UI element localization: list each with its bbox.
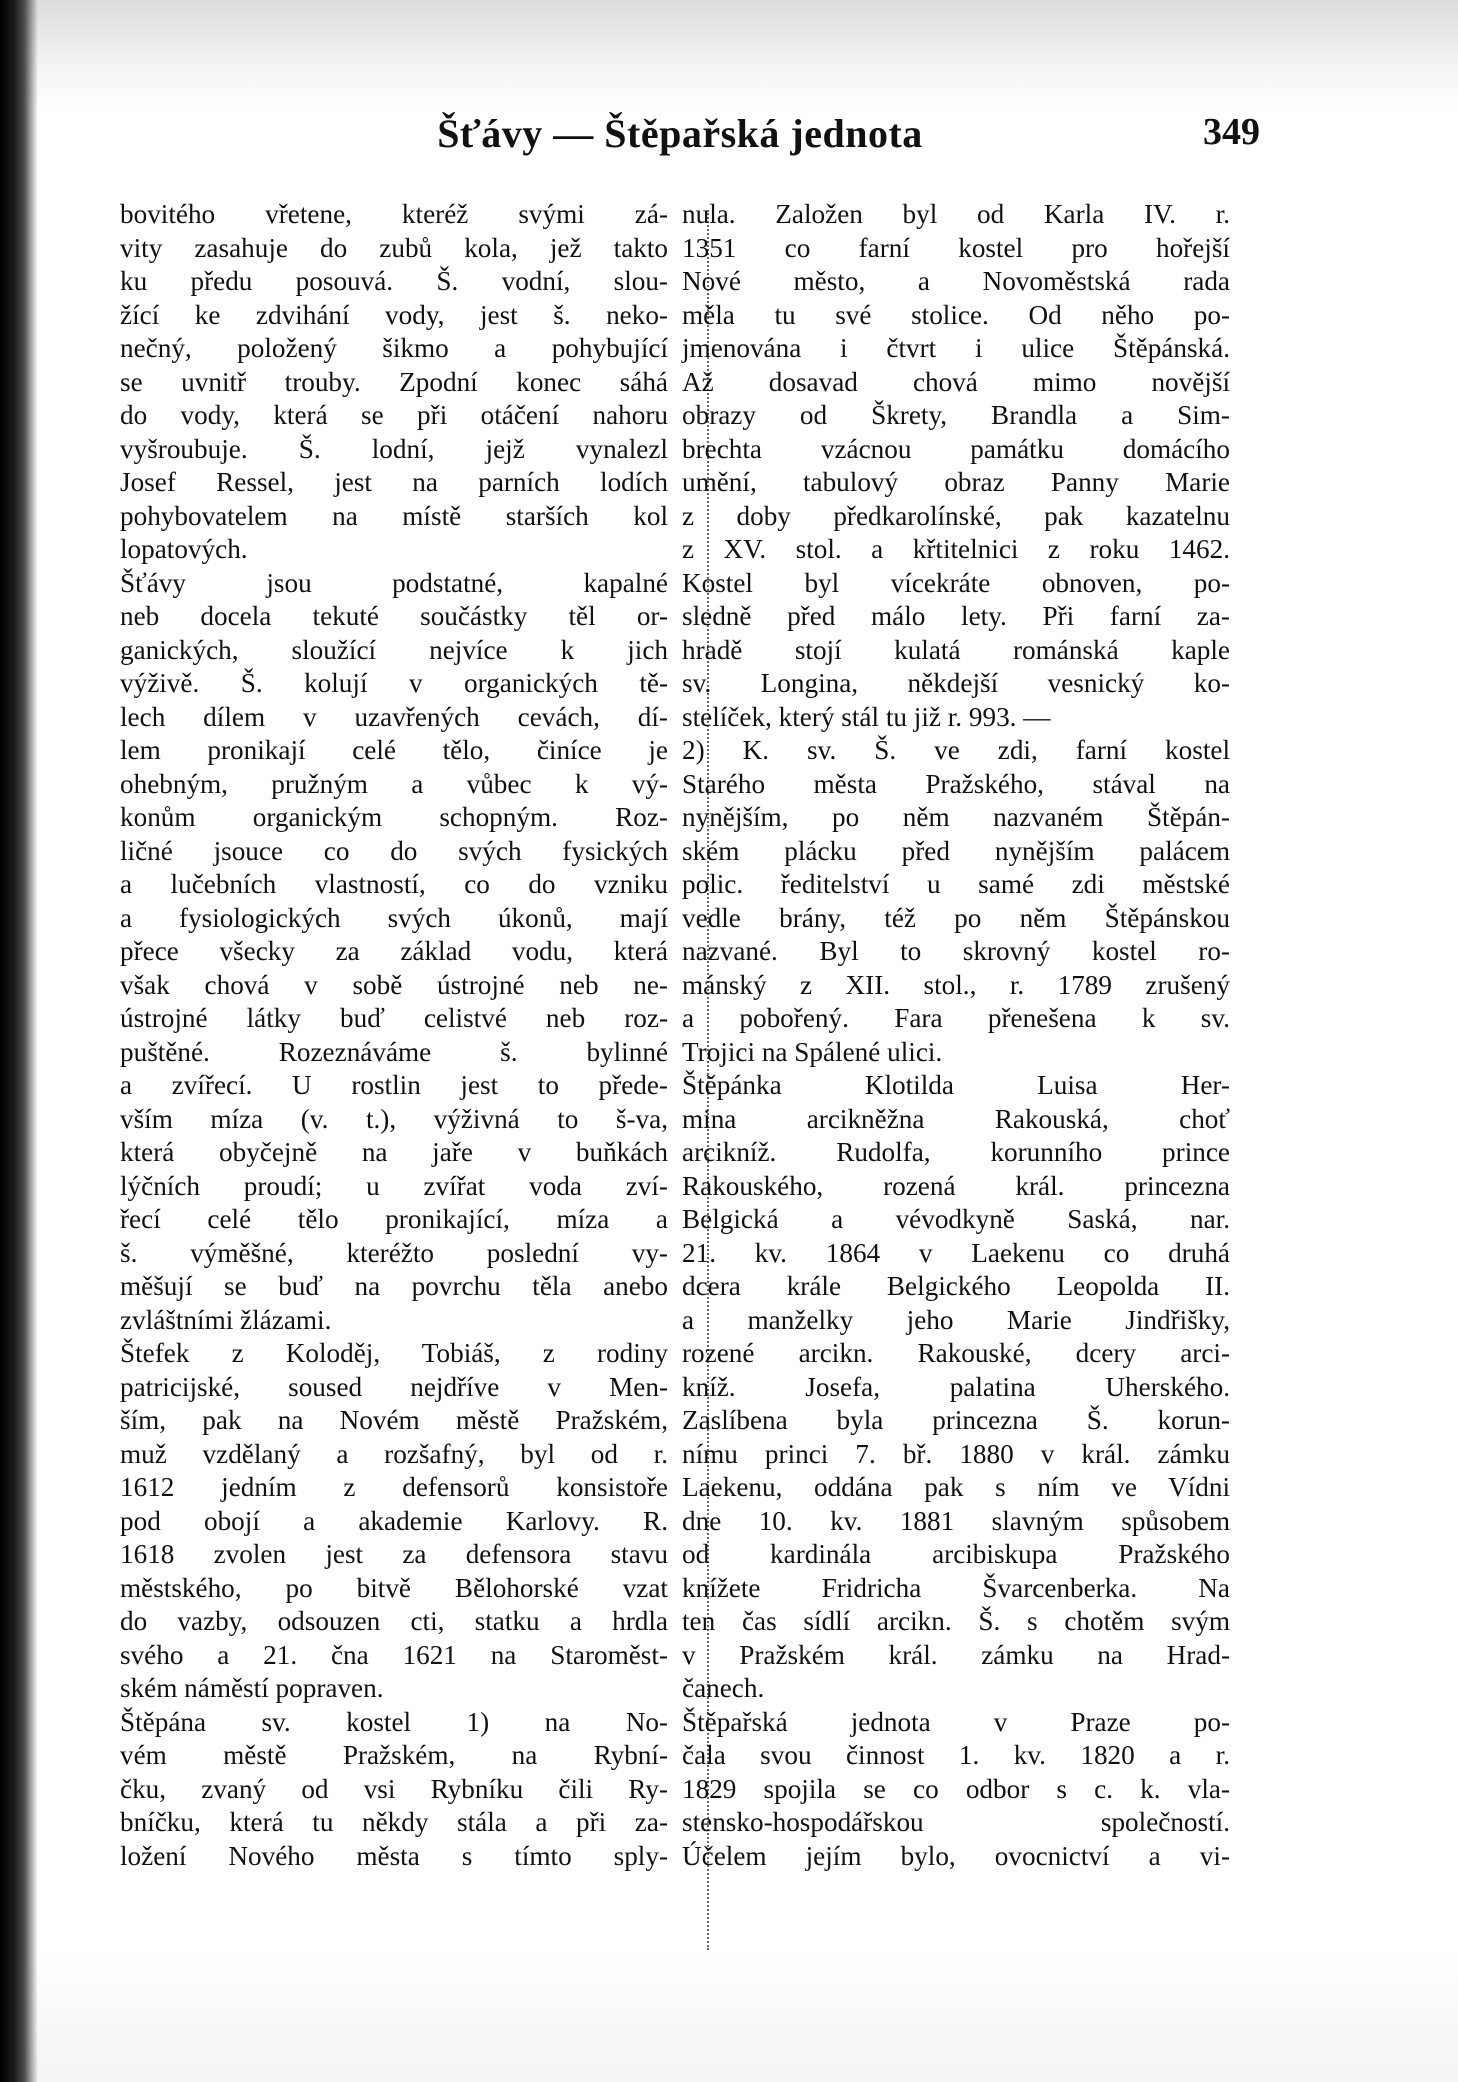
text-line: nazvané. Byl to skrovný kostel ro- xyxy=(682,936,1230,966)
text-line: sv. Longina, někdejší vesnický ko- xyxy=(682,668,1230,698)
text-line: Starého města Pražského, stával na xyxy=(682,768,1230,799)
text-line: umění, tabulový obraz Panny Marie xyxy=(682,467,1230,497)
text-line: však chová v sobě ústrojné neb ne- xyxy=(120,969,668,1000)
text-line: Štěpána sv. kostel 1) na No- xyxy=(120,1706,668,1737)
text-line: knížete Fridricha Švarcenberka. Na xyxy=(682,1572,1230,1603)
text-line: ten čas sídlí arcikn. Š. s chotěm svým xyxy=(682,1606,1230,1636)
text-line: puštěné. Rozeznáváme š. bylinné xyxy=(120,1036,668,1067)
text-line: Až dosavad chová mimo novější xyxy=(682,366,1230,397)
text-line: žící ke zdvihání vody, jest š. neko- xyxy=(120,299,668,330)
text-line: svého a 21. čna 1621 na Staroměst- xyxy=(120,1639,668,1670)
text-line: Štěpánka Klotilda Luisa Her- xyxy=(682,1070,1230,1100)
text-line: ganických, sloužící nejvíce k jich xyxy=(120,634,668,665)
text-line: polic. ředitelství u samé zdi městské xyxy=(682,869,1230,899)
text-line: výživě. Š. kolují v organických tě- xyxy=(120,668,668,698)
text-line: pohybovatelem na místě starších kol xyxy=(120,500,668,531)
text-line: ším, pak na Novém městě Pražském, xyxy=(120,1405,668,1435)
text-line: ském náměstí popraven. xyxy=(120,1673,384,1703)
text-line: v Pražském král. zámku na Hrad- xyxy=(682,1639,1230,1670)
text-line: bovitého vřetene, kteréž svými zá- xyxy=(120,199,668,229)
right-column xyxy=(682,198,1230,1873)
text-line: měšují se buď na povrchu těla anebo xyxy=(120,1271,668,1301)
text-line: a manželky jeho Marie Jindřišky, xyxy=(682,1304,1230,1335)
text-line: brechta vzácnou památku domácího xyxy=(682,433,1230,464)
text-line: od kardinála arcibiskupa Pražského xyxy=(682,1539,1230,1569)
text-line: a lučebních vlastností, co do vzniku xyxy=(120,869,668,899)
text-line: Belgická a vévodkyně Saská, nar. xyxy=(682,1204,1230,1234)
text-line: Laekenu, oddána pak s ním ve Vídni xyxy=(682,1472,1230,1502)
text-line: 1612 jedním z defensorů konsistoře xyxy=(120,1472,668,1502)
text-line: 1618 zvolen jest za defensora stavu xyxy=(120,1539,668,1569)
text-line: čala svou činnost 1. kv. 1820 a r. xyxy=(682,1740,1230,1770)
text-line: sledně před málo lety. Při farní za- xyxy=(682,601,1230,631)
text-line: stelíček, který stál tu již r. 993. — xyxy=(682,701,1051,732)
text-line: lopatových. xyxy=(120,534,248,564)
text-line: zvláštními žlázami. xyxy=(120,1304,332,1335)
text-line: nečný, položený šikmo a pohybující xyxy=(120,333,668,363)
text-line: do vazby, odsouzen cti, statku a hrdla xyxy=(120,1606,668,1636)
running-title: Šťávy — Štěpařská jednota xyxy=(437,111,923,156)
text-line: Rakouského, rozená král. princezna xyxy=(682,1170,1230,1201)
text-line: ličné jsouce co do svých fysických xyxy=(120,835,668,866)
text-line: Zaslíbena byla princezna Š. korun- xyxy=(682,1405,1230,1435)
text-line: vedle brány, též po něm Štěpánskou xyxy=(682,902,1230,933)
text-line: nímu princi 7. bř. 1880 v král. zámku xyxy=(682,1438,1230,1469)
text-line: dcera krále Belgického Leopolda II. xyxy=(682,1271,1230,1301)
text-line: nynějším, po něm nazvaném Štěpán- xyxy=(682,802,1230,832)
text-line: hradě stojí kulatá románská kaple xyxy=(682,634,1230,665)
page-number: 349 xyxy=(1203,111,1260,153)
text-line: vity zasahuje do zubů kola, jež takto xyxy=(120,232,668,263)
text-line: čku, zvaný od vsi Rybníku čili Ry- xyxy=(120,1773,668,1804)
text-line: Šťávy jsou podstatné, kapalné xyxy=(120,567,668,598)
text-line: vyšroubuje. Š. lodní, jejž vynalezl xyxy=(120,433,668,464)
text-line: muž vzdělaný a rozšafný, byl od r. xyxy=(120,1438,668,1469)
text-line: jmenována i čtvrt i ulice Štěpánská. xyxy=(682,333,1230,363)
text-line: která obyčejně na jaře v buňkách xyxy=(120,1137,668,1167)
text-line: a zvířecí. U rostlin jest to přede- xyxy=(120,1070,668,1100)
text-line: neb docela tekuté součástky těl or- xyxy=(120,601,668,631)
scan-edge-shadow xyxy=(0,0,38,2082)
text-line: 1351 co farní kostel pro hořejší xyxy=(682,232,1230,263)
text-line: Josef Ressel, jest na parních lodích xyxy=(120,467,668,497)
text-line: ku předu posouvá. Š. vodní, slou- xyxy=(120,266,668,296)
text-line: lech dílem v uzavřených cevách, dí- xyxy=(120,701,668,732)
text-line: se uvnitř trouby. Zpodní konec sáhá xyxy=(120,366,668,397)
text-line: ohebným, pružným a vůbec k vý- xyxy=(120,768,668,799)
text-line: městského, po bitvě Bělohorské vzat xyxy=(120,1572,668,1603)
text-line: konům organickým schopným. Roz- xyxy=(120,802,668,832)
text-line: 21. kv. 1864 v Laekenu co druhá xyxy=(682,1237,1230,1268)
text-line: vém městě Pražském, na Rybní- xyxy=(120,1740,668,1770)
text-line: Štěpařská jednota v Praze po- xyxy=(682,1706,1230,1737)
text-line: 1829 spojila se co odbor s c. k. vla- xyxy=(682,1773,1230,1804)
text-line: do vody, která se při otáčení nahoru xyxy=(120,400,668,430)
text-line: Účelem jejím bylo, ovocnictví a vi- xyxy=(682,1840,1230,1871)
text-line: bníčku, která tu někdy stála a při za- xyxy=(120,1807,668,1837)
text-line: lýčních proudí; u zvířat voda zví- xyxy=(120,1170,668,1201)
text-line: řecí celé tělo pronikající, míza a xyxy=(120,1204,668,1234)
left-column xyxy=(120,198,668,1873)
text-line: 2) K. sv. Š. ve zdi, farní kostel xyxy=(682,735,1230,765)
text-line: ložení Nového města s tímto sply- xyxy=(120,1840,668,1871)
text-line: dne 10. kv. 1881 slavným spůsobem xyxy=(682,1505,1230,1536)
text-line: přece všecky za základ vodu, která xyxy=(120,936,668,966)
text-line: š. výměšné, kteréžto poslední vy- xyxy=(120,1237,668,1268)
text-line: mina arcikněžna Rakouská, choť xyxy=(682,1103,1230,1134)
text-line: Nové město, a Novoměstská rada xyxy=(682,266,1230,296)
text-line: stensko-hospodářskou společností. xyxy=(682,1807,1230,1837)
text-line: rozené arcikn. Rakouské, dcery arci- xyxy=(682,1338,1230,1368)
text-line: čanech. xyxy=(682,1673,765,1703)
text-line: Štefek z Koloděj, Tobiáš, z rodiny xyxy=(120,1338,668,1368)
text-line: mánský z XII. stol., r. 1789 zrušený xyxy=(682,969,1230,1000)
text-line: měla tu své stolice. Od něho po- xyxy=(682,299,1230,330)
running-header xyxy=(120,110,1260,170)
text-line: lem pronikají celé tělo, činíce je xyxy=(120,735,668,765)
text-line: Kostel byl vícekráte obnoven, po- xyxy=(682,567,1230,598)
text-line: Trojici na Spálené ulici. xyxy=(682,1036,943,1067)
text-line: ském plácku před nynějším palácem xyxy=(682,835,1230,866)
text-line: a pobořený. Fara přenešena k sv. xyxy=(682,1003,1230,1033)
text-line: kníž. Josefa, palatina Uherského. xyxy=(682,1371,1230,1402)
text-line: z doby předkarolínské, pak kazatelnu xyxy=(682,500,1230,531)
text-line: pod obojí a akademie Karlovy. R. xyxy=(120,1505,668,1536)
text-line: vším míza (v. t.), výživná to š-va, xyxy=(120,1103,668,1134)
text-line: nula. Založen byl od Karla IV. r. xyxy=(682,199,1230,229)
text-line: obrazy od Škrety, Brandla a Sim- xyxy=(682,400,1230,430)
text-line: ústrojné látky buď celistvé neb roz- xyxy=(120,1003,668,1033)
text-line: arcikníž. Rudolfa, korunního prince xyxy=(682,1137,1230,1167)
text-line: z XV. stol. a křtitelnici z roku 1462. xyxy=(682,534,1230,564)
text-line: a fysiologických svých úkonů, mají xyxy=(120,902,668,933)
text-line: patricijské, soused nejdříve v Men- xyxy=(120,1371,668,1402)
